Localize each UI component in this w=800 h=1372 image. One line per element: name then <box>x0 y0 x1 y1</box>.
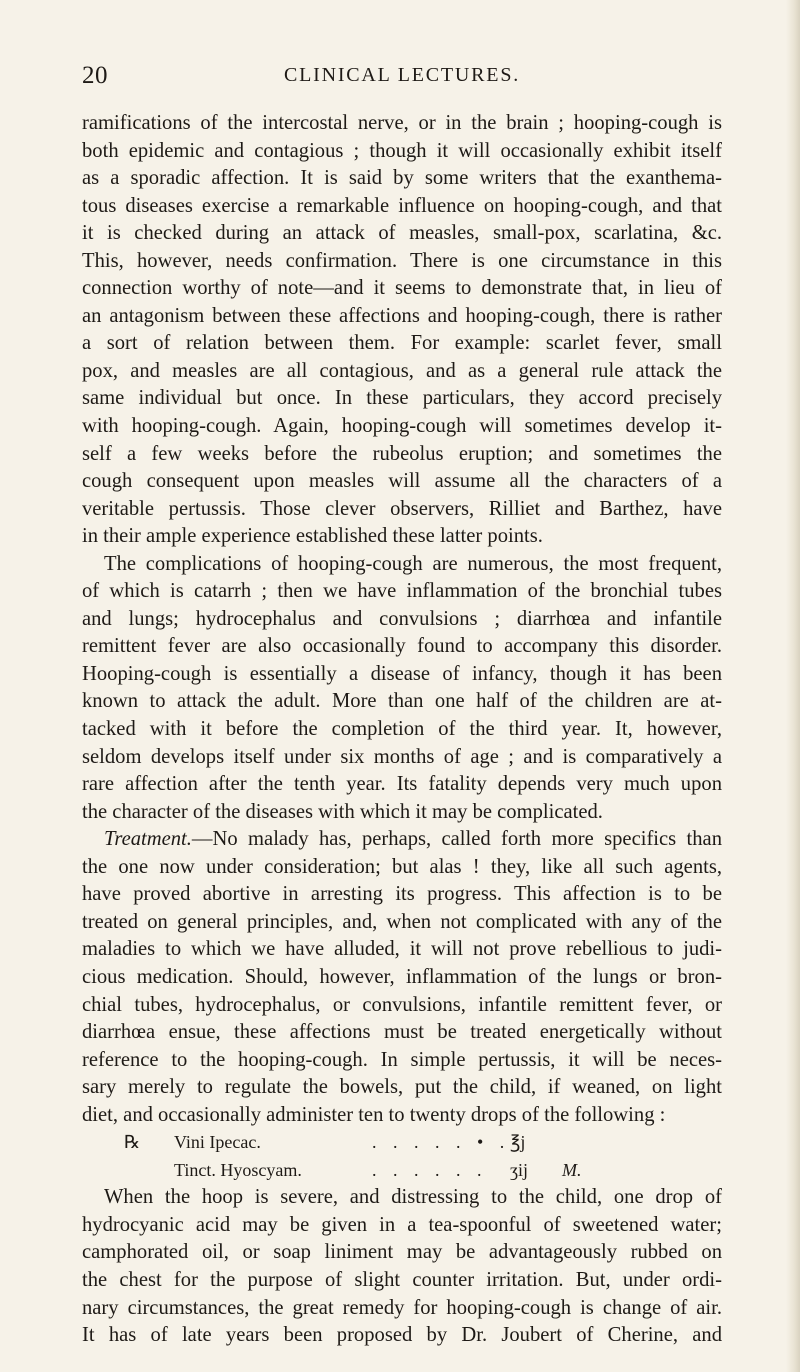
text-line: nary circumstances, the great remedy for hooping-cough is change of air. <box>82 1296 722 1319</box>
text-line: It has of late years been proposed by Dr. Joubert of Cherine, and <box>82 1324 722 1347</box>
running-head: CLINICAL LECTURES. <box>283 64 521 86</box>
text-line: maladies to which we have alluded, it will not prove rebellious to judi- <box>82 938 722 961</box>
treatment-text: —No malady has, perhaps, called forth more specifics than <box>191 828 722 851</box>
text-line: it is checked during an attack of measles, small-pox, scarlatina, &c. <box>82 222 722 245</box>
text-line: chial tubes, hydrocephalus, or convulsions, infantile remittent fever, or <box>82 993 722 1016</box>
recipe-symbol: ℞ <box>124 1132 141 1153</box>
text-line: diet, and occasionally administer ten to twenty drops of the following : <box>82 1103 666 1126</box>
prescription-leader: . . . . . . <box>372 1159 488 1180</box>
text-line: cious medication. Should, however, inflammation of the lungs or bron- <box>82 965 722 988</box>
text-line: sary merely to regulate the bowels, put the child, if weaned, on light <box>82 1076 722 1099</box>
text-line: and lungs; hydrocephalus and convulsions ; diarrhœa and infantile <box>82 607 722 630</box>
text-line: have proved abortive in arresting its progress. This affection is to be <box>82 883 722 906</box>
text-line: When the hoop is severe, and distressing to the child, one drop of <box>104 1186 722 1209</box>
prescription-quantity: ʒij <box>510 1159 528 1180</box>
body-text <box>82 110 722 1350</box>
page-header <box>82 62 722 94</box>
text-line: self a few weeks before the rubeolus eruption; and sometimes the <box>82 442 722 465</box>
text-line: seldom develops itself under six months of age ; and is comparatively a <box>82 745 722 768</box>
text-line: both epidemic and contagious ; though it will occasionally exhibit itself <box>82 139 722 162</box>
text-line: the one now under consideration; but alas ! they, like all such agents, <box>82 855 722 878</box>
text-line: an antagonism between these affections and hooping-cough, there is rather <box>82 304 722 327</box>
text-line: a sort of relation between them. For example: scarlet fever, small <box>82 332 722 355</box>
page-edge-shadow <box>786 0 800 1372</box>
text-line: the character of the diseases with which it may be complicated. <box>82 800 603 823</box>
prescription-line <box>82 1157 722 1185</box>
treatment-first-line <box>82 826 722 854</box>
prescription-quantity: ℥j <box>510 1132 526 1153</box>
text-line: diarrhœa ensue, these affections must be treated energetically without <box>82 1021 722 1044</box>
text-line: with hooping-cough. Again, hooping-cough will sometimes develop it- <box>82 415 722 438</box>
prescription-ingredient: Tinct. Hyoscyam. <box>174 1159 302 1180</box>
text-line: cough consequent upon measles will assume all the characters of a <box>82 470 722 493</box>
text-line: connection worthy of note—and it seems to demonstrate that, in lieu of <box>82 277 722 300</box>
text-line: remittent fever are also occasionally found to accompany this disorder. <box>82 635 722 658</box>
text-line: camphorated oil, or soap liniment may be advantageously rubbed on <box>82 1241 722 1264</box>
text-line: Hooping-cough is essentially a disease of infancy, though it has been <box>82 662 722 685</box>
page-number: 20 <box>82 62 108 89</box>
text-line: the chest for the purpose of slight counter irritation. But, under ordi- <box>82 1268 722 1291</box>
text-line: in their ample experience established these latter points. <box>82 525 543 548</box>
text-line: of which is catarrh ; then we have inflammation of the bronchial tubes <box>82 580 722 603</box>
text-line: ramifications of the intercostal nerve, or in the brain ; hooping-cough is <box>82 112 722 134</box>
prescription-leader: . . . . . • . <box>372 1132 511 1153</box>
prescription-mix-mark: M. <box>562 1159 582 1180</box>
text-line: same individual but once. In these particulars, they accord precisely <box>82 387 722 410</box>
text-line: known to attack the adult. More than one half of the children are at- <box>82 690 722 713</box>
treatment-heading: Treatment. <box>104 828 192 851</box>
prescription-ingredient: Vini Ipecac. <box>174 1132 261 1153</box>
text-line: tacked with it before the completion of the third year. It, however, <box>82 718 722 741</box>
text-line: This, however, needs confirmation. There is one circumstance in this <box>82 249 722 272</box>
text-line: The complications of hooping-cough are numerous, the most frequent, <box>104 552 722 575</box>
text-line: pox, and measles are all contagious, and as a general rule attack the <box>82 359 722 382</box>
text-line: as a sporadic affection. It is said by some writers that the exanthema- <box>82 167 722 190</box>
prescription-line <box>82 1129 722 1157</box>
text-line: hydrocyanic acid may be given in a tea-spoonful of sweetened water; <box>82 1213 722 1236</box>
text-line: reference to the hooping-cough. In simple pertussis, it will be neces- <box>82 1048 722 1071</box>
text-line: veritable pertussis. Those clever observers, Rilliet and Barthez, have <box>82 497 722 520</box>
text-line: rare affection after the tenth year. Its fatality depends very much upon <box>82 773 722 796</box>
text-line: treated on general principles, and, when not complicated with any of the <box>82 910 722 933</box>
text-line: tous diseases exercise a remarkable influence on hooping-cough, and that <box>82 194 722 217</box>
